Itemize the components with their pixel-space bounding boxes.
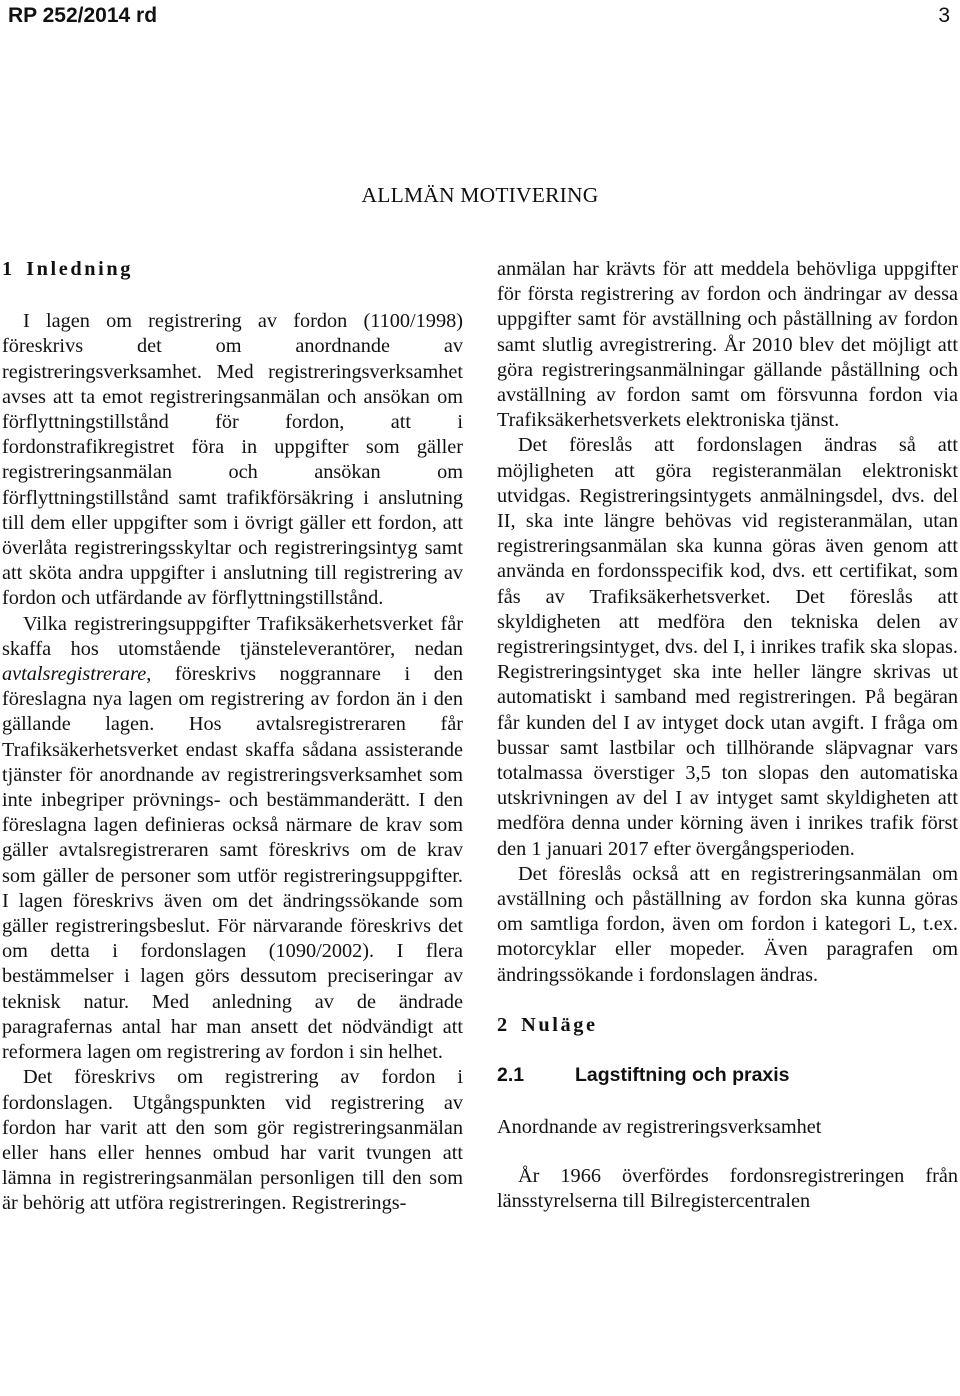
paragraph: anmälan har krävts för att meddela behövliga uppgifter för första registrering av fordon och ändringar av dessa uppgifter samt för avställning och påställning av fordon samt slutlig avregistrering. År 2010 blev det möjligt att göra registreringsanmälningar gällande påställning och avställning av fordon samt om försvunna fordon via Trafiksäkerhetsverkets elektroniska tjänst. — [497, 258, 958, 432]
paragraph — [2, 612, 463, 1066]
subsection-heading — [497, 1063, 958, 1088]
paragraph: Det föreslås också att en registreringsanmälan om avställning och påställning av fordon ska kunna göras om samtliga fordon, även om fordon i kategori L, t.ex. motorcyklar eller mopeder. Även paragrafen om ändringssökande i fordonslagen ändras. — [497, 862, 958, 986]
italic-term: avtalsregistrerare — [2, 663, 147, 686]
subsection-title: Lagstiftning och praxis — [575, 1064, 790, 1087]
text-run: Vilka registreringsuppgifter Trafiksäkerhetsverket får skaffa hos utomstående tjänsteleverantörer, nedan — [2, 612, 463, 660]
right-column — [497, 257, 958, 1214]
section-title: Nuläge — [521, 1013, 598, 1036]
document-id: RP 252/2014 rd — [8, 4, 158, 27]
section-title: Inledning — [26, 258, 133, 280]
subsection-number: 2.1 — [497, 1064, 525, 1087]
paragraph: Det föreskrivs om registrering av fordon i fordonslagen. Utgångspunkten vid registrering av fordon har varit att den som gör registreringsanmälan eller hans eller hennes ombud har varit tvungen att lämna in registreringsanmälan personligen till den som är behörig att utföra registreringen. Registrerings- — [2, 1066, 463, 1215]
text-run: , föreskrivs noggrannare i den föreslagna nya lagen om registrering av fordon än i den gällande lagen. Hos avtalsregistreraren får Trafiksäkerhetsverket endast skaffa sådana assisterande tjänster för anordnande av registreringsverksamhet som inte inbegriper prövnings- och bestämmanderätt. I den föreslagna lagen definieras också närmare de krav som gäller avtalsregistreraren samt föreskrivs om de krav som gäller de personer som utför registreringsuppgifter. I lagen föreskrivs även om det ändringssökande som gäller registreringsbeslut. För närvarande föreskrivs det om detta i fordonslagen (1090/2002). I flera bestämmelser i lagen görs dessutom preciseringar av teknisk natur. Med anledning av de ändrade paragrafernas antal har man ansett det nödvändigt att reformera lagen om registrering av fordon i sin helhet. — [2, 663, 463, 1064]
subsubsection-heading: Anordnande av registreringsverksamhet — [497, 1116, 822, 1139]
section-number: 1 — [2, 258, 13, 280]
main-heading: ALLMÄN MOTIVERING — [361, 183, 599, 207]
left-column — [2, 257, 463, 1217]
paragraph: I lagen om registrering av fordon (1100/1998) föreskrivs det om anordnande av registreringsverksamhet. Med registreringsverksamhet avses att ta emot registreringsanmälan och ansökan om förflyttningstillstånd för fordon, att i fordonstrafikregistret föra in uppgifter som gäller registreringsanmälan och ansökan om förflyttningstillstånd samt trafikförsäkring i anslutning till dem eller uppgifter som i övrigt gäller ett fordon, att överlåta registreringsskyltar och registreringsintyg samt att sköta andra uppgifter i anslutning till registrering av fordon och utfärdande av förflyttningstillstånd. — [2, 310, 463, 610]
section-heading-1 — [2, 257, 463, 282]
page-number: 3 — [938, 4, 950, 27]
section-number: 2 — [497, 1013, 508, 1036]
running-header — [0, 4, 960, 30]
paragraph: Det föreslås att fordonslagen ändras så att möjligheten att göra registeranmälan elektroniskt utvidgas. Registreringsintygets anmälningsdel, dvs. del II, ska inte längre behövas vid registeranmälan, utan registreringsanmälan ska kunna göras även genom att använda en fordonsspecifik kod, dvs. ett certifikat, som fås av Trafiksäkerhetsverket. Det föreslås att skyldigheten att medföra den tekniska delen av registreringsintyget, dvs. del I, i inrikes trafik ska slopas. Registreringsintyget ska inte heller längre skrivas ut automatiskt i samband med registreringen. På begäran får kunden del I av intyget dock utan avgift. I fråga om bussar samt lastbilar och tillhörande släpvagnar vars totalmassa överstiger 3,5 ton slopas den automatiska utskrivningen av del I av intyget samt skyldigheten att medföra denna under körning även i inrikes trafik först den 1 januari 2017 efter övergångsperioden. — [497, 434, 958, 860]
paragraph: År 1966 överfördes fordonsregistreringen från länsstyrelserna till Bilregistercentralen — [497, 1164, 958, 1212]
section-heading-2 — [497, 1013, 958, 1038]
